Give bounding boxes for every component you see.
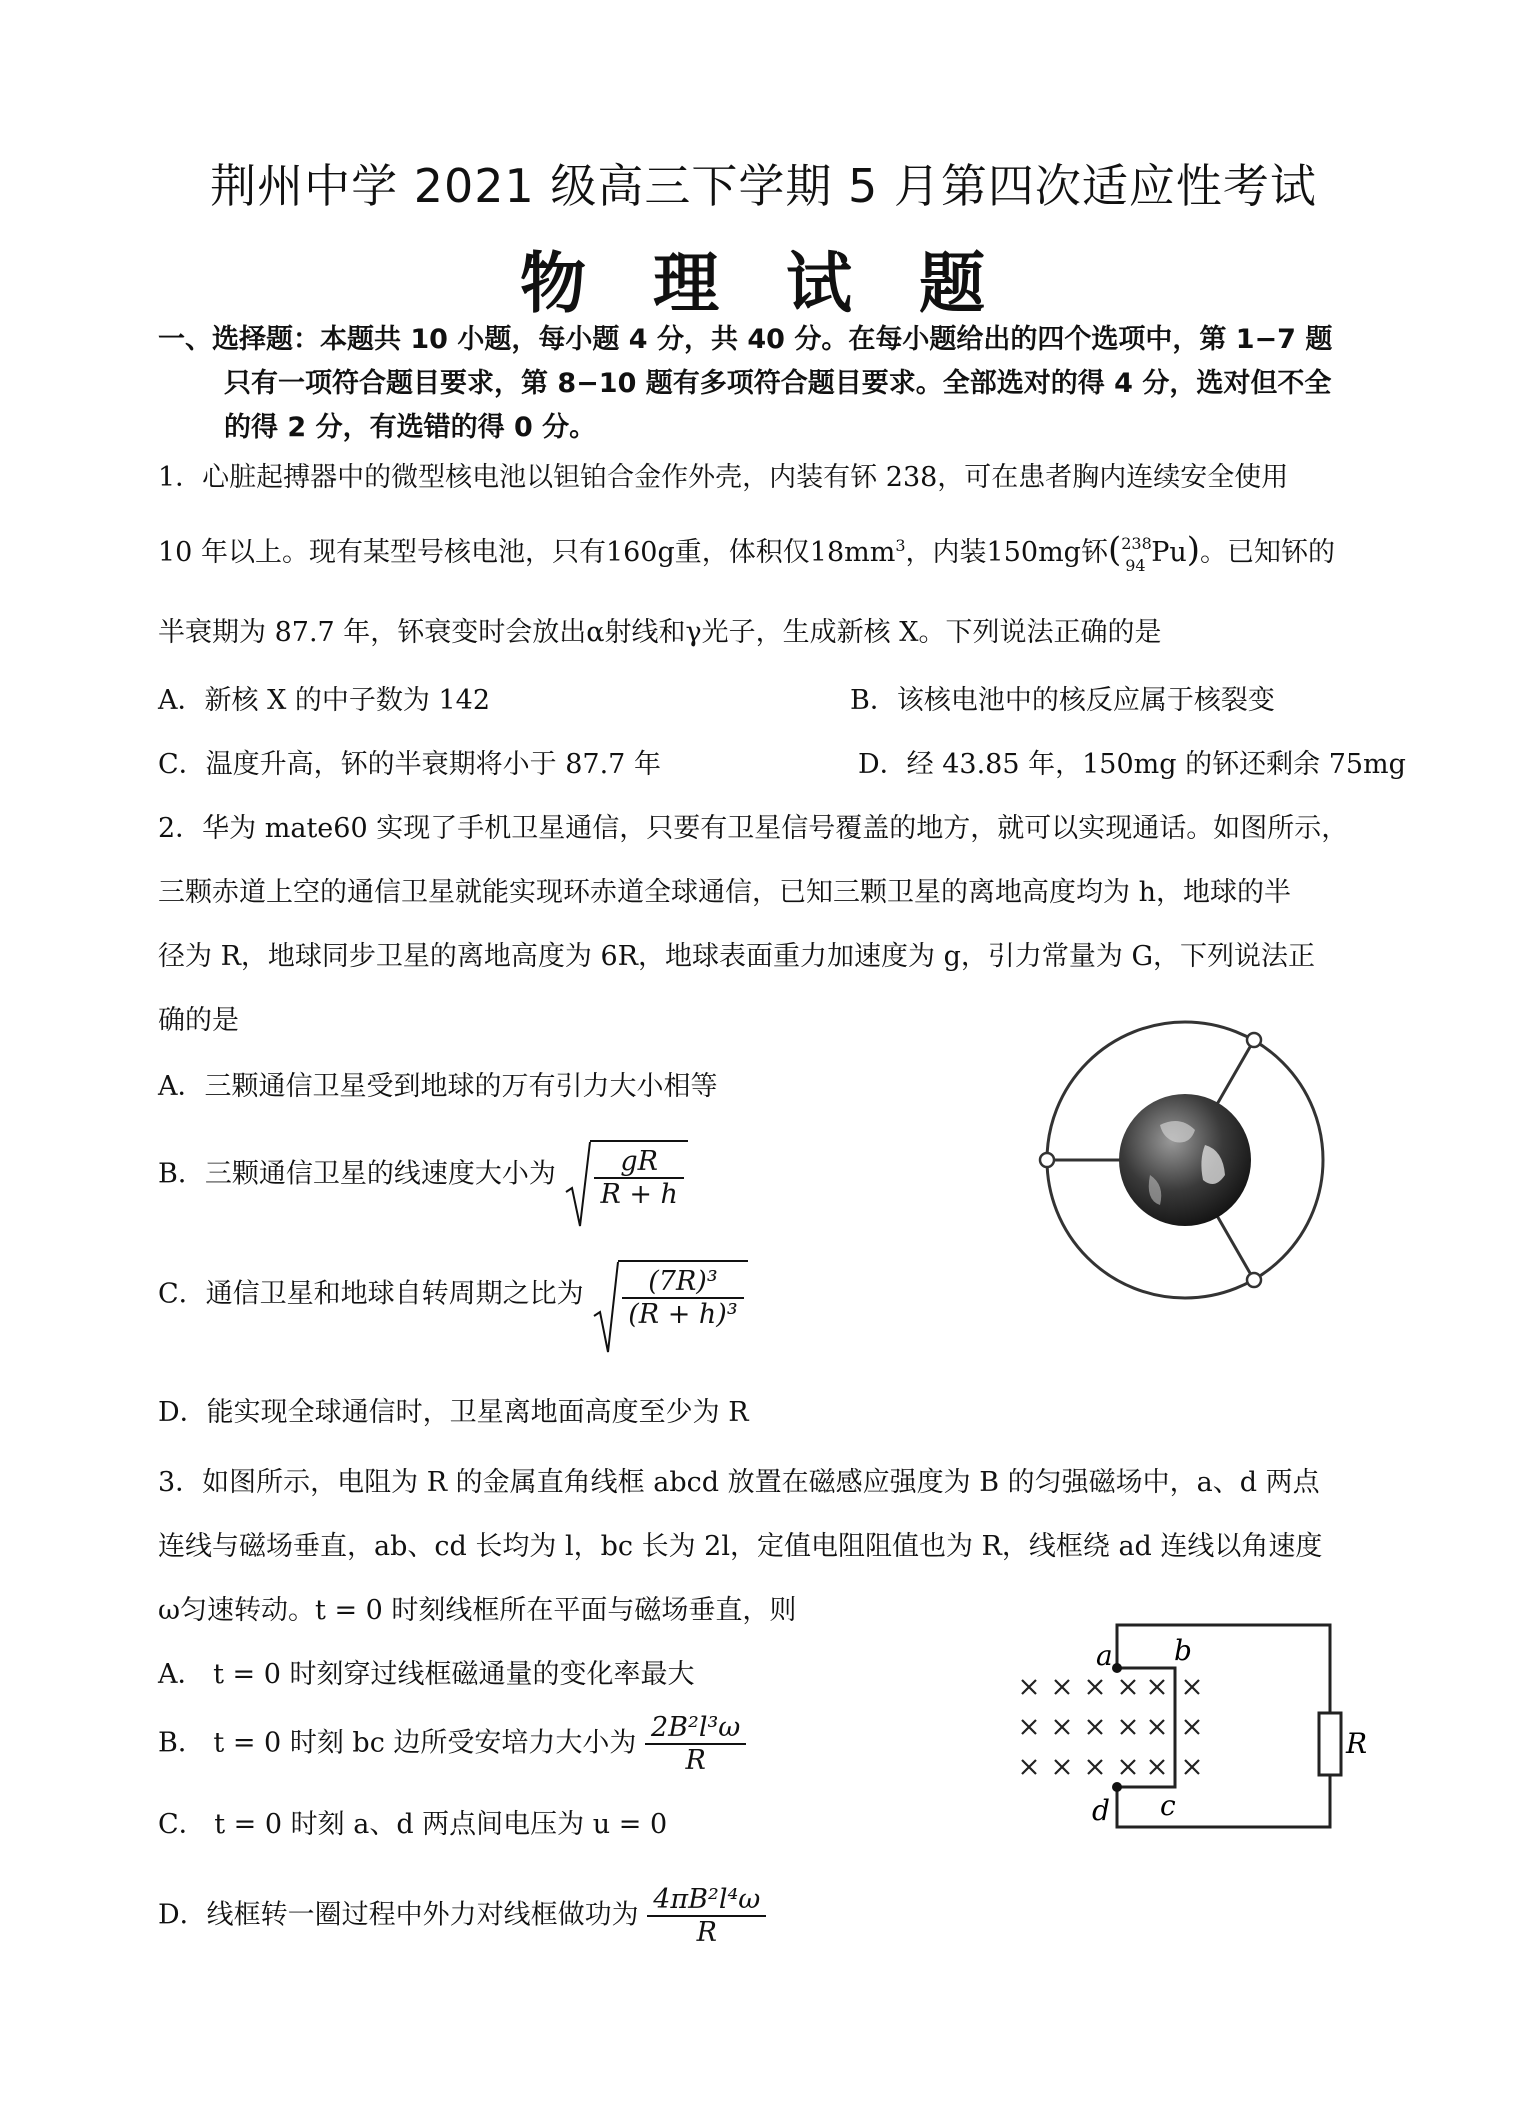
exam-title: 荆州中学 2021 级高三下学期 5 月第四次适应性考试 — [210, 159, 1317, 213]
magnetic-field-crosses — [1022, 1680, 1199, 1774]
q1-line-1: 1．心脏起搏器中的微型核电池以钽铂合金作外壳，内装有钚 238，可在患者胸内连续安全使用 — [158, 462, 1289, 493]
section-instructions — [158, 318, 1388, 450]
sqrt-expression-2 — [592, 1260, 747, 1330]
q2-c-numerator: (7R)³ — [622, 1266, 743, 1299]
q1-text-d: 钚 — [1080, 537, 1108, 568]
earth-icon — [1119, 1094, 1251, 1226]
label-R: R — [1346, 1727, 1368, 1760]
section-line-2: 只有一项符合题目要求，第 8−10 题有多项符合题目要求。全部选对的得 4 分，选对但不全 — [224, 368, 1332, 399]
satellite-orbit-figure — [1040, 1015, 1330, 1305]
section-line-3: 的得 2 分，有选错的得 0 分。 — [224, 412, 597, 443]
q3-d-numerator: 4πB²l⁴ω — [647, 1884, 766, 1917]
q2-option-b-text: B．三颗通信卫星的线速度大小为 — [158, 1158, 556, 1190]
q1-text-b: 重，体积仅 — [674, 537, 810, 568]
q1-volume-exp: 3 — [895, 536, 906, 555]
satellite-icon — [1040, 1153, 1054, 1167]
nuclide-mass: 238 — [1121, 533, 1152, 553]
subject-title: 物 理 试 题 — [520, 245, 1007, 322]
q3-b-numerator: 2B²l³ω — [645, 1712, 746, 1745]
q1-text-c: ，内装 — [905, 537, 987, 568]
q1-text-e: 。已知钚的 — [1200, 537, 1336, 568]
q2-option-a: A．三颗通信卫星受到地球的万有引力大小相等 — [158, 1071, 718, 1102]
label-d: d — [1092, 1794, 1110, 1827]
q1-line-3: 半衰期为 87.7 年，钚衰变时会放出α射线和γ光子，生成新核 X。下列说法正确的是 — [158, 617, 1162, 648]
q1-volume: 18mm — [809, 537, 896, 568]
resistor — [1319, 1713, 1341, 1775]
q2-option-c-text: C．通信卫星和地球自转周期之比为 — [158, 1278, 584, 1310]
q1-option-b: B．该核电池中的核反应属于核裂变 — [850, 685, 1275, 716]
q3-option-b-text: B． t = 0 时刻 bc 边所受安培力大小为 — [158, 1727, 637, 1759]
q3-line-2: 连线与磁场垂直，ab、cd 长均为 l，bc 长为 2l，定值电阻阻值也为 R，线框绕 ad 连线以角速度 — [158, 1531, 1323, 1562]
q2-line-3: 径为 R，地球同步卫星的离地高度为 6R，地球表面重力加速度为 g，引力常量为 G，下列说法正 — [158, 941, 1316, 972]
q1-option-c: C．温度升高，钚的半衰期将小于 87.7 年 — [158, 749, 661, 780]
nuclide-element: Pu — [1151, 537, 1187, 568]
q3-option-d-text: D．线框转一圈过程中外力对线框做功为 — [158, 1899, 639, 1931]
q3-line-1: 3．如图所示，电阻为 R 的金属直角线框 abcd 放置在磁感应强度为 B 的匀强磁场中，a、d 两点 — [158, 1467, 1320, 1498]
q2-option-c — [158, 1260, 748, 1330]
q3-option-c: C． t = 0 时刻 a、d 两点间电压为 u = 0 — [158, 1809, 668, 1840]
circuit-figure — [1000, 1615, 1368, 1845]
q2-line-2: 三颗赤道上空的通信卫星就能实现环赤道全球通信，已知三颗卫星的离地高度均为 h，地球的半 — [158, 877, 1291, 908]
q2-option-b — [158, 1140, 688, 1210]
q2-line-1: 2．华为 mate60 实现了手机卫星通信，只要有卫星信号覆盖的地方，就可以实现通话。如图所示， — [158, 813, 1349, 844]
label-b: b — [1174, 1634, 1192, 1667]
nuclide-z: 94 — [1125, 555, 1146, 575]
label-a: a — [1096, 1639, 1113, 1672]
q1-option-d: D．经 43.85 年，150mg 的钚还剩余 75mg — [858, 749, 1406, 780]
q1-text-a: 10 年以上。现有某型号核电池，只有 — [158, 537, 606, 568]
q2-b-numerator: gR — [594, 1146, 684, 1179]
q3-option-d — [158, 1884, 766, 1948]
q2-b-denominator: R + h — [600, 1179, 678, 1210]
satellite-icon — [1247, 1033, 1261, 1047]
section-line-1: 一、选择题：本题共 10 小题，每小题 4 分，共 40 分。在每小题给出的四个选项中，第 1−7 题 — [158, 324, 1333, 355]
q1-pu-mass: 150mg — [986, 537, 1081, 568]
q2-c-denominator: (R + h)³ — [628, 1299, 738, 1330]
q1-line-2: 10 年以上。现有某型号核电池，只有160g重，体积仅$18mm^3$，内装150mg钚( 238 94 Pu)。已知钚的 — [158, 530, 1336, 575]
label-c: c — [1160, 1789, 1176, 1822]
q3-option-b — [158, 1712, 746, 1776]
sqrt-expression — [564, 1140, 688, 1210]
q2-option-d: D．能实现全球通信时，卫星离地面高度至少为 R — [158, 1397, 749, 1428]
nuclide-symbol — [1121, 534, 1151, 574]
q3-option-a: A． t = 0 时刻穿过线框磁通量的变化率最大 — [158, 1659, 695, 1690]
q1-option-a: A．新核 X 的中子数为 142 — [158, 685, 491, 716]
q2-line-4: 确的是 — [158, 1005, 239, 1036]
q3-d-denominator: R — [696, 1917, 717, 1948]
q1-mass: 160g — [605, 537, 675, 568]
satellite-icon — [1247, 1273, 1261, 1287]
q3-b-denominator: R — [685, 1745, 706, 1776]
q3-line-3: ω匀速转动。t = 0 时刻线框所在平面与磁场垂直，则 — [158, 1595, 797, 1626]
